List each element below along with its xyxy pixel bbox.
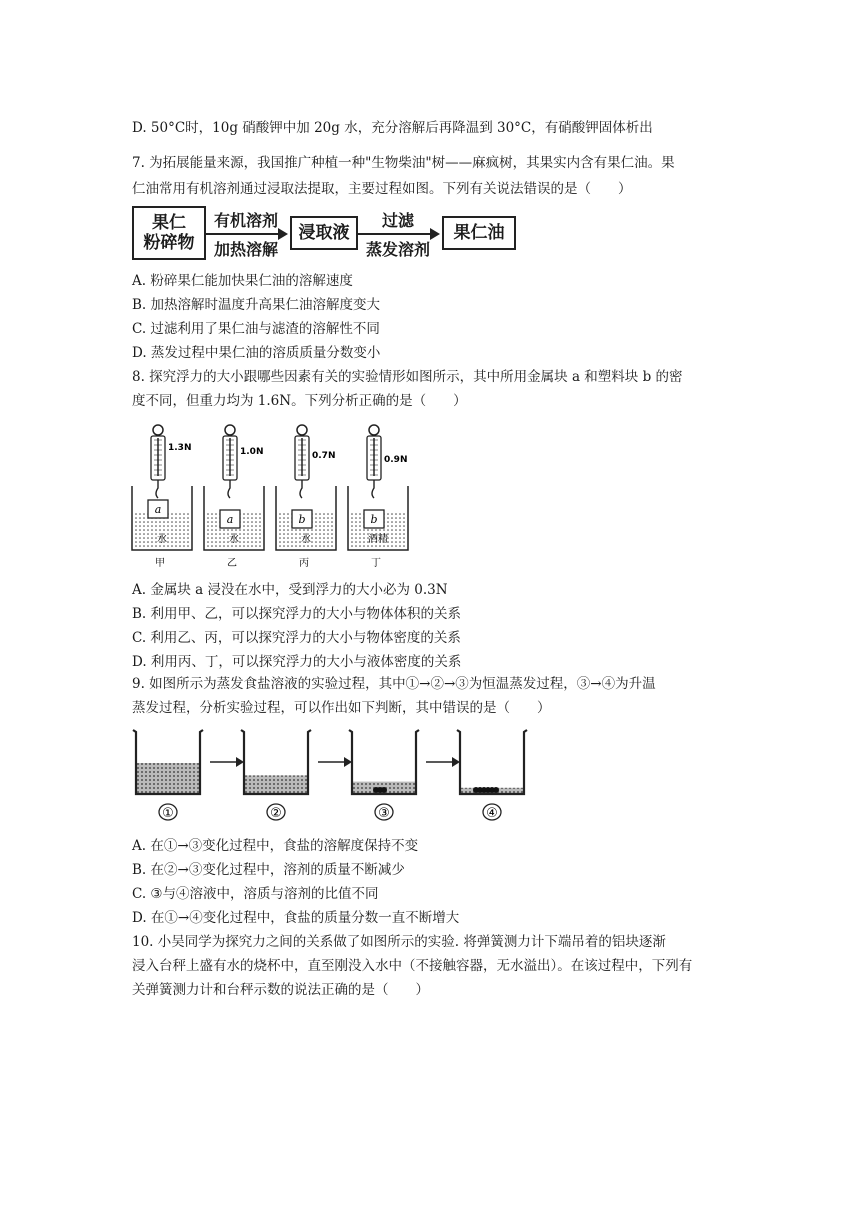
step-arrowhead (236, 757, 244, 767)
crystal (381, 787, 387, 793)
block-label: b (298, 513, 306, 526)
step-arrowhead (344, 757, 352, 767)
scale-ring (369, 425, 379, 435)
flow-box-kernel: 果仁 粉碎物 (132, 206, 206, 260)
flow-arrow-1 (206, 233, 286, 235)
block-label: a (154, 503, 162, 516)
liquid-label: 水 (229, 534, 239, 545)
beaker (133, 730, 244, 821)
setup-caption: 乙 (227, 558, 237, 569)
beaker-label: ② (270, 806, 282, 821)
q8-stem-line1: 8. 探究浮力的大小跟哪些因素有关的实验情形如图所示，其中所用金属块 a 和塑料块 b 的密 (132, 369, 683, 385)
liquid-label: 酒精 (368, 534, 388, 545)
beaker-label: ① (162, 806, 174, 821)
q9-evaporation-figure (130, 722, 550, 828)
flow-label-filter: 过滤 (381, 211, 414, 230)
scale-reading: 0.7N (312, 451, 336, 461)
flow-label-solvent: 有机溶剂 (213, 211, 278, 230)
q10-stem-line2: 浸入台秤上盛有水的烧杯中，直至刚没入水中（不接触容器，无水溢出）。在该过程中，下列有 (132, 958, 693, 974)
q8-option-c: C. 利用乙、丙，可以探究浮力的大小与物体密度的关系 (132, 630, 461, 646)
flow-label-heat: 加热溶解 (213, 240, 278, 259)
q9-stem-line2: 蒸发过程，分析实验过程，可以作出如下判断，其中错误的是（ ） (132, 700, 551, 716)
setup-caption: 甲 (155, 558, 165, 569)
q7-stem-line1: 7. 为拓展能量来源，我国推广种植一种"生物柴油"树——麻疯树，其果实内含有果仁油。果 (132, 155, 675, 171)
beaker-label: ④ (486, 806, 498, 821)
q9-option-c: C. ③与④溶液中，溶质与溶剂的比值不同 (132, 886, 379, 902)
scale-reading: 1.3N (168, 443, 192, 453)
beaker-glass (457, 730, 527, 794)
scale-ring (153, 425, 163, 435)
q10-stem-line3: 关弹簧测力计和台秤示数的说法正确的是（ ） (132, 982, 429, 998)
buoyancy-setup (132, 425, 192, 569)
buoyancy-setup (348, 425, 408, 569)
beaker-label: ③ (378, 806, 390, 821)
q8-stem-line2: 度不同，但重力均为 1.6N。下列分析正确的是（ ） (132, 393, 467, 409)
q8-buoyancy-figure (128, 424, 428, 570)
buoyancy-setup (204, 425, 264, 569)
scale-hook (300, 480, 302, 498)
beaker (457, 730, 527, 821)
flow-arrow-2 (358, 233, 438, 235)
solution (137, 763, 199, 794)
liquid-label: 水 (301, 534, 311, 545)
q10-stem-line1: 10. 小吴同学为探究力之间的关系做了如图所示的实验. 将弹簧测力计下端吊着的铝块逐渐 (132, 934, 666, 950)
liquid-label: 水 (157, 534, 167, 545)
flow-label-evaporate: 蒸发溶剂 (365, 240, 430, 259)
q6-option-d: D. 50°C时，10g 硝酸钾中加 20g 水，充分溶解后再降温到 30°C，有硝酸钾固体析出 (132, 120, 653, 136)
flow-box-oil: 果仁油 (442, 216, 516, 250)
q7-stem-line2: 仁油常用有机溶剂通过浸取法提取，主要过程如图。下列有关说法错误的是（ ） (132, 181, 632, 197)
q9-option-b: B. 在②→③变化过程中，溶剂的质量不断减少 (132, 862, 405, 878)
q7-flow-diagram (132, 204, 522, 264)
scale-hook (372, 480, 374, 498)
beaker (241, 730, 352, 821)
block-label: a (226, 513, 234, 526)
setup-caption: 丙 (299, 558, 309, 569)
q7-option-c: C. 过滤利用了果仁油与滤渣的溶解性不同 (132, 321, 380, 337)
q8-option-b: B. 利用甲、乙，可以探究浮力的大小与物体体积的关系 (132, 606, 462, 622)
beaker (349, 730, 460, 821)
buoyancy-setup (276, 425, 336, 569)
solution (245, 775, 307, 794)
setup-caption: 丁 (371, 558, 381, 569)
q7-option-d: D. 蒸发过程中果仁油的溶质质量分数变小 (132, 345, 381, 361)
q9-stem-line1: 9. 如图所示为蒸发食盐溶液的实验过程，其中①→②→③为恒温蒸发过程，③→④为升温 (132, 676, 656, 692)
scale-reading: 0.9N (384, 455, 408, 465)
q9-option-a: A. 在①→③变化过程中，食盐的溶解度保持不变 (132, 838, 419, 854)
step-arrowhead (452, 757, 460, 767)
scale-hook (228, 480, 230, 498)
scale-ring (297, 425, 307, 435)
scale-hook (156, 480, 158, 498)
flow-box-extract: 浸取液 (290, 216, 358, 250)
q9-option-d: D. 在①→④变化过程中，食盐的质量分数一直不断增大 (132, 910, 460, 926)
q8-option-d: D. 利用丙、丁，可以探究浮力的大小与液体密度的关系 (132, 654, 462, 670)
q7-option-b: B. 加热溶解时温度升高果仁油溶解度变大 (132, 297, 381, 313)
crystal (493, 787, 499, 793)
scale-ring (225, 425, 235, 435)
block-label: b (370, 513, 378, 526)
scale-reading: 1.0N (240, 447, 264, 457)
q7-option-a: A. 粉碎果仁能加快果仁油的溶解速度 (132, 273, 353, 289)
q8-option-a: A. 金属块 a 浸没在水中，受到浮力的大小必为 0.3N (132, 582, 448, 598)
